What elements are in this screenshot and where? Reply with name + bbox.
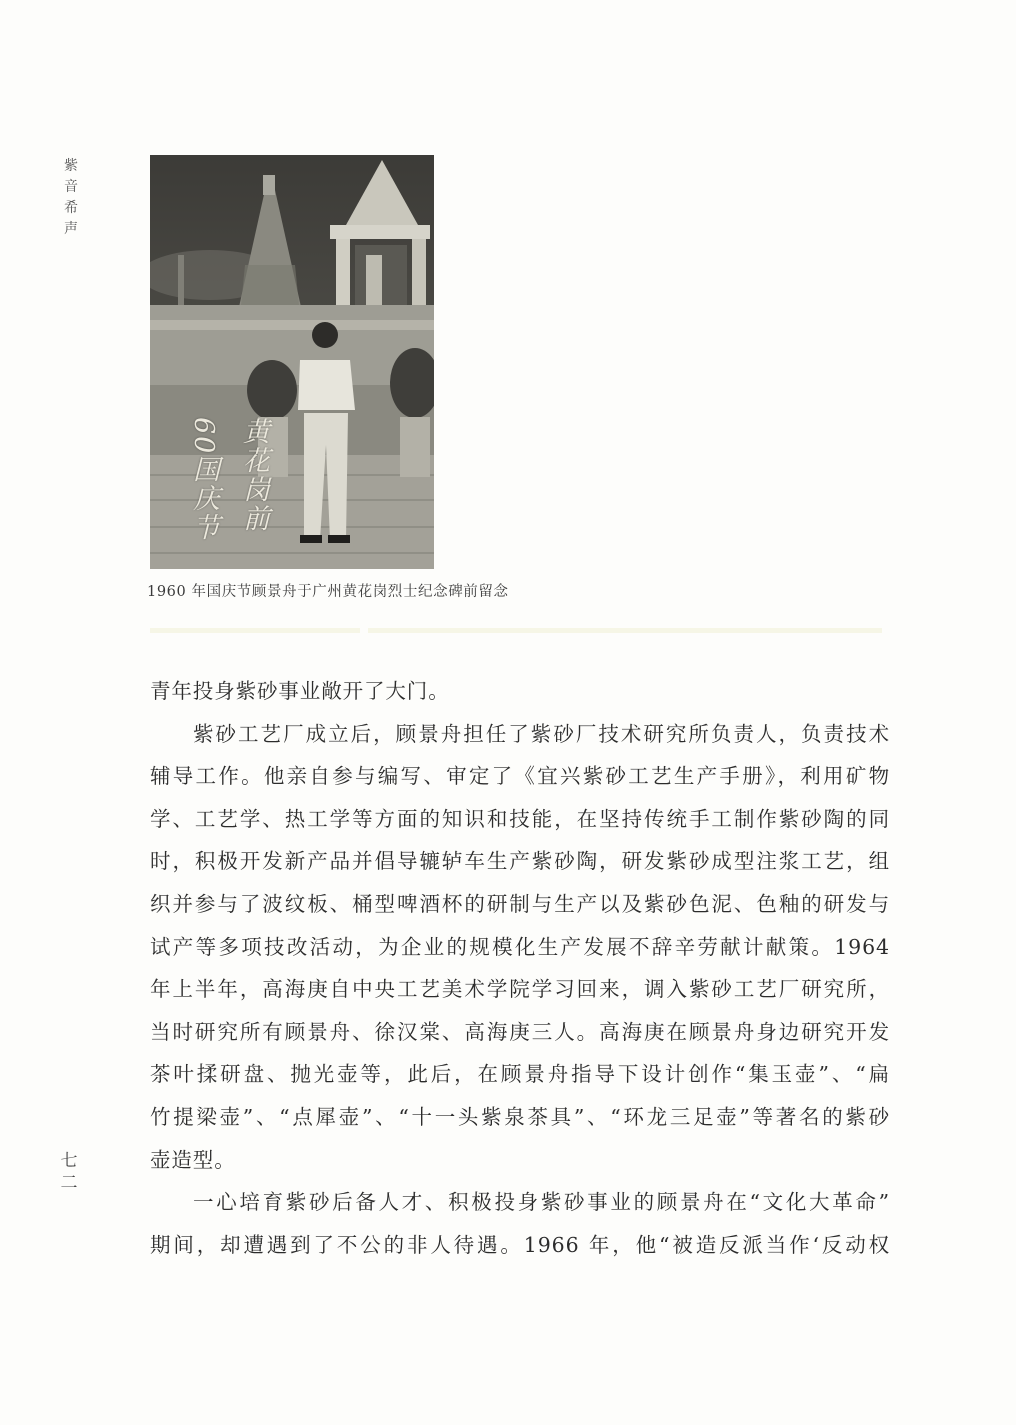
divider-rule bbox=[150, 628, 360, 633]
text-line: 青年投身紫砂事业敞开了大门。 bbox=[150, 679, 450, 703]
historical-photo bbox=[150, 155, 434, 569]
text-line: 茶叶揉研盘、抛光壶等，此后，在顾景舟指导下设计创作“集玉壶”、“扁 bbox=[150, 1062, 890, 1087]
text-line: 试产等多项技改活动，为企业的规模化生产发展不辞辛劳献计献策。1964 bbox=[150, 934, 890, 959]
page-number-char: 七 bbox=[60, 1151, 78, 1171]
text-line: 期间，却遭遇到了不公的非人待遇。1966 年，他“被造反派当作‘反动权 bbox=[150, 1232, 890, 1257]
text-line: 年上半年，高海庚自中央工艺美术学院学习回来，调入紫砂工艺厂研究所， bbox=[150, 977, 890, 1002]
text-line: 织并参与了波纹板、桶型啤酒杯的研制与生产以及紫砂色泥、色釉的研发与 bbox=[150, 891, 890, 916]
running-title-char: 希 bbox=[64, 200, 78, 216]
text-line: 时，积极开发新产品并倡导辘轳车生产紫砂陶，研发紫砂成型注浆工艺，组 bbox=[150, 849, 890, 874]
body-text bbox=[150, 670, 890, 1266]
text-line: 辅导工作。他亲自参与编写、审定了《宜兴紫砂工艺生产手册》，利用矿物 bbox=[150, 764, 890, 789]
running-title-char: 声 bbox=[64, 221, 78, 237]
text-line: 当时研究所有顾景舟、徐汉棠、高海庚三人。高海庚在顾景舟身边研究开发 bbox=[150, 1019, 890, 1044]
text-line: 竹提梁壶”、“点犀壶”、“十一头紫泉茶具”、“环龙三足壶”等著名的紫砂 bbox=[150, 1104, 890, 1129]
text-line: 壶造型。 bbox=[150, 1147, 236, 1172]
photo-caption: 1960 年国庆节顾景舟于广州黄花岗烈士纪念碑前留念 bbox=[147, 584, 509, 600]
page-number bbox=[58, 1150, 80, 1194]
text-line: 紫砂工艺厂成立后，顾景舟担任了紫砂厂技术研究所负责人，负责技术 bbox=[193, 721, 890, 746]
running-title-char: 紫 bbox=[64, 158, 78, 174]
handwritten-inscription: 黄花岗前 60国庆节 bbox=[188, 417, 269, 543]
page-number-char: 二 bbox=[60, 1173, 78, 1193]
text-line: 学、工艺学、热工学等方面的知识和技能，在坚持传统手工制作紫砂陶的同 bbox=[150, 806, 890, 831]
text-line: 一心培育紫砂后备人才、积极投身紫砂事业的顾景舟在“文化大革命” bbox=[193, 1190, 890, 1215]
divider-rule bbox=[368, 628, 882, 633]
running-title-char: 音 bbox=[64, 179, 78, 195]
running-title bbox=[61, 156, 81, 240]
